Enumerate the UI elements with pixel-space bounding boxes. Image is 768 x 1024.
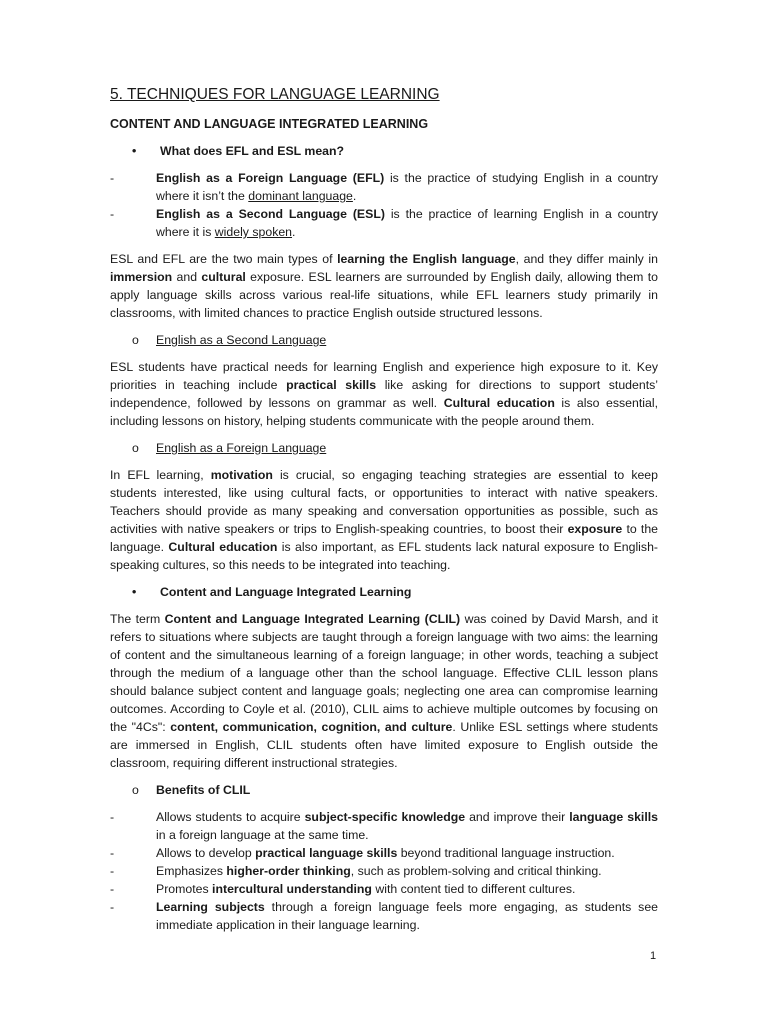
dash-marker: - — [110, 900, 115, 914]
intro-paragraph — [110, 250, 658, 322]
definition-underlined: dominant language — [248, 189, 353, 203]
text-run: In EFL learning, — [110, 468, 211, 482]
text-run: The term — [110, 612, 165, 626]
esl-subheading — [110, 331, 658, 349]
text-run: ESL students have practical needs for learning English and experience high exposure to it. Key priorities in teaching include — [110, 360, 658, 392]
bold-run: immersion — [110, 270, 173, 284]
dash-marker: - — [110, 846, 115, 860]
text-run: , and they differ mainly in — [515, 252, 658, 266]
benefit-item — [110, 844, 658, 862]
bold-run: language skills — [569, 810, 658, 824]
dash-marker: - — [110, 171, 115, 185]
sub-marker: o — [132, 333, 139, 347]
text-run: Emphasizes — [156, 864, 227, 878]
definition-item — [110, 169, 658, 205]
efl-heading-text: English as a Foreign Language — [156, 441, 327, 455]
esl-paragraph — [110, 358, 658, 430]
text-run: like asking for directions to support students’ independence, followed by lessons on grammar as well. — [110, 378, 659, 410]
text-run: is crucial, so engaging teaching strategies are essential to keep students interested, like using cultural facts, or opportunities to interact with native speakers. Teachers should provide as many speaking and conversation opportunities as possible, such as activities with native speakers or trips to English-speaking countries, to boost their — [110, 468, 658, 536]
definition-item — [110, 205, 658, 241]
text-run: and — [172, 270, 202, 284]
bullet-marker: • — [132, 585, 137, 599]
bold-run: Cultural education — [443, 396, 555, 410]
definition-end: . — [292, 225, 296, 239]
sub-marker: o — [132, 783, 139, 797]
text-run: Allows to develop — [156, 846, 256, 860]
text-run: beyond traditional language instruction. — [397, 846, 615, 860]
text-run: . Unlike ESL settings where students are immersed in English, CLIL students often have limited exposure to English outside the classroom, requiring different instructional strategies. — [110, 720, 658, 770]
dash-marker: - — [110, 882, 115, 896]
bold-run: practical language skills — [255, 846, 398, 860]
bold-run: content, communication, cognition, and culture — [170, 720, 453, 734]
bold-run: subject-specific knowledge — [304, 810, 466, 824]
text-run: is also essential, including lessons on history, helping students communicate with the people around them. — [110, 396, 658, 428]
question-bullet — [110, 142, 658, 160]
definition-end: . — [352, 189, 357, 203]
bold-run: motivation — [210, 468, 273, 482]
text-run: is also important, as EFL students lack natural exposure to English-speaking cultures, so this needs to be integrated into teaching. — [110, 540, 658, 572]
section-heading: CONTENT AND LANGUAGE INTEGRATED LEARNING — [110, 117, 429, 131]
page-content — [110, 84, 658, 943]
page-number: 1 — [650, 950, 657, 962]
text-run: through a foreign language feels more engaging, as students see immediate application in their language learning. — [156, 900, 659, 932]
benefit-item — [110, 862, 658, 880]
text-run: was coined by David Marsh, and it refers to situations where subjects are taught through a foreign language with two aims: the learning of content and the simultaneous learning of a foreign language; in other words, teaching a subject through the medium of a language other than the school language. Effective CLIL lesson plans should balance subject content and language goals; neglecting one area can compromise learning outcomes. According to Coyle et al. (2010), CLIL aims to achieve multiple outcomes by focusing on the "4Cs": — [110, 612, 658, 734]
definition-text: is the practice of studying English in a country where it isn’t the — [156, 171, 658, 203]
efl-paragraph — [110, 466, 658, 574]
clil-bullet — [110, 583, 658, 601]
text-run: and improve their — [465, 810, 570, 824]
definition-term: English as a Second Language (ESL) — [156, 207, 385, 221]
clil-bullet-text: Content and Language Integrated Learning — [160, 585, 412, 599]
definition-text: is the practice of learning English in a country where it is — [156, 207, 658, 239]
benefit-item — [110, 880, 658, 898]
dash-marker: - — [110, 810, 115, 824]
page-title: 5. TECHNIQUES FOR LANGUAGE LEARNING — [110, 86, 440, 103]
benefit-item — [110, 808, 658, 844]
text-run: exposure. ESL learners are surrounded by English daily, allowing them to apply language skills across various real-life situations, while EFL learners study primarily in classrooms, with limited chances to practice English outside structured lessons. — [110, 270, 658, 320]
question-text: What does EFL and ESL mean? — [160, 144, 345, 158]
bold-run: intercultural understanding — [212, 882, 372, 896]
bold-run: exposure — [567, 522, 623, 536]
dash-marker: - — [110, 864, 115, 878]
definition-underlined: widely spoken — [214, 225, 293, 239]
text-run: to the language. — [110, 522, 658, 554]
bold-run: Cultural education — [168, 540, 278, 554]
sub-marker: o — [132, 441, 139, 455]
bullet-marker: • — [132, 144, 137, 158]
bold-run: practical skills — [286, 378, 377, 392]
benefits-subheading — [110, 781, 658, 799]
text-run: in a foreign language at the same time. — [156, 828, 369, 842]
text-run: ESL and EFL are the two main types of — [110, 252, 338, 266]
text-run: Allows students to acquire — [156, 810, 305, 824]
bold-run: Content and Language Integrated Learning (CLIL) — [164, 612, 461, 626]
bold-run: cultural — [201, 270, 246, 284]
definitions-list — [110, 169, 658, 241]
text-run: , such as problem-solving and critical thinking. — [350, 864, 602, 878]
clil-paragraph — [110, 610, 658, 772]
text-run: with content tied to different cultures. — [371, 882, 576, 896]
benefits-heading-text: Benefits of CLIL — [156, 783, 251, 797]
efl-subheading — [110, 439, 658, 457]
dash-marker: - — [110, 207, 115, 221]
text-run: Promotes — [156, 882, 213, 896]
esl-heading-text: English as a Second Language — [156, 333, 327, 347]
benefit-item — [110, 898, 658, 934]
definition-term: English as a Foreign Language (EFL) — [156, 171, 385, 185]
bold-run: higher-order thinking — [226, 864, 351, 878]
benefits-list — [110, 808, 658, 934]
bold-run: learning the English language — [337, 252, 516, 266]
bold-run: Learning subjects — [156, 900, 265, 914]
